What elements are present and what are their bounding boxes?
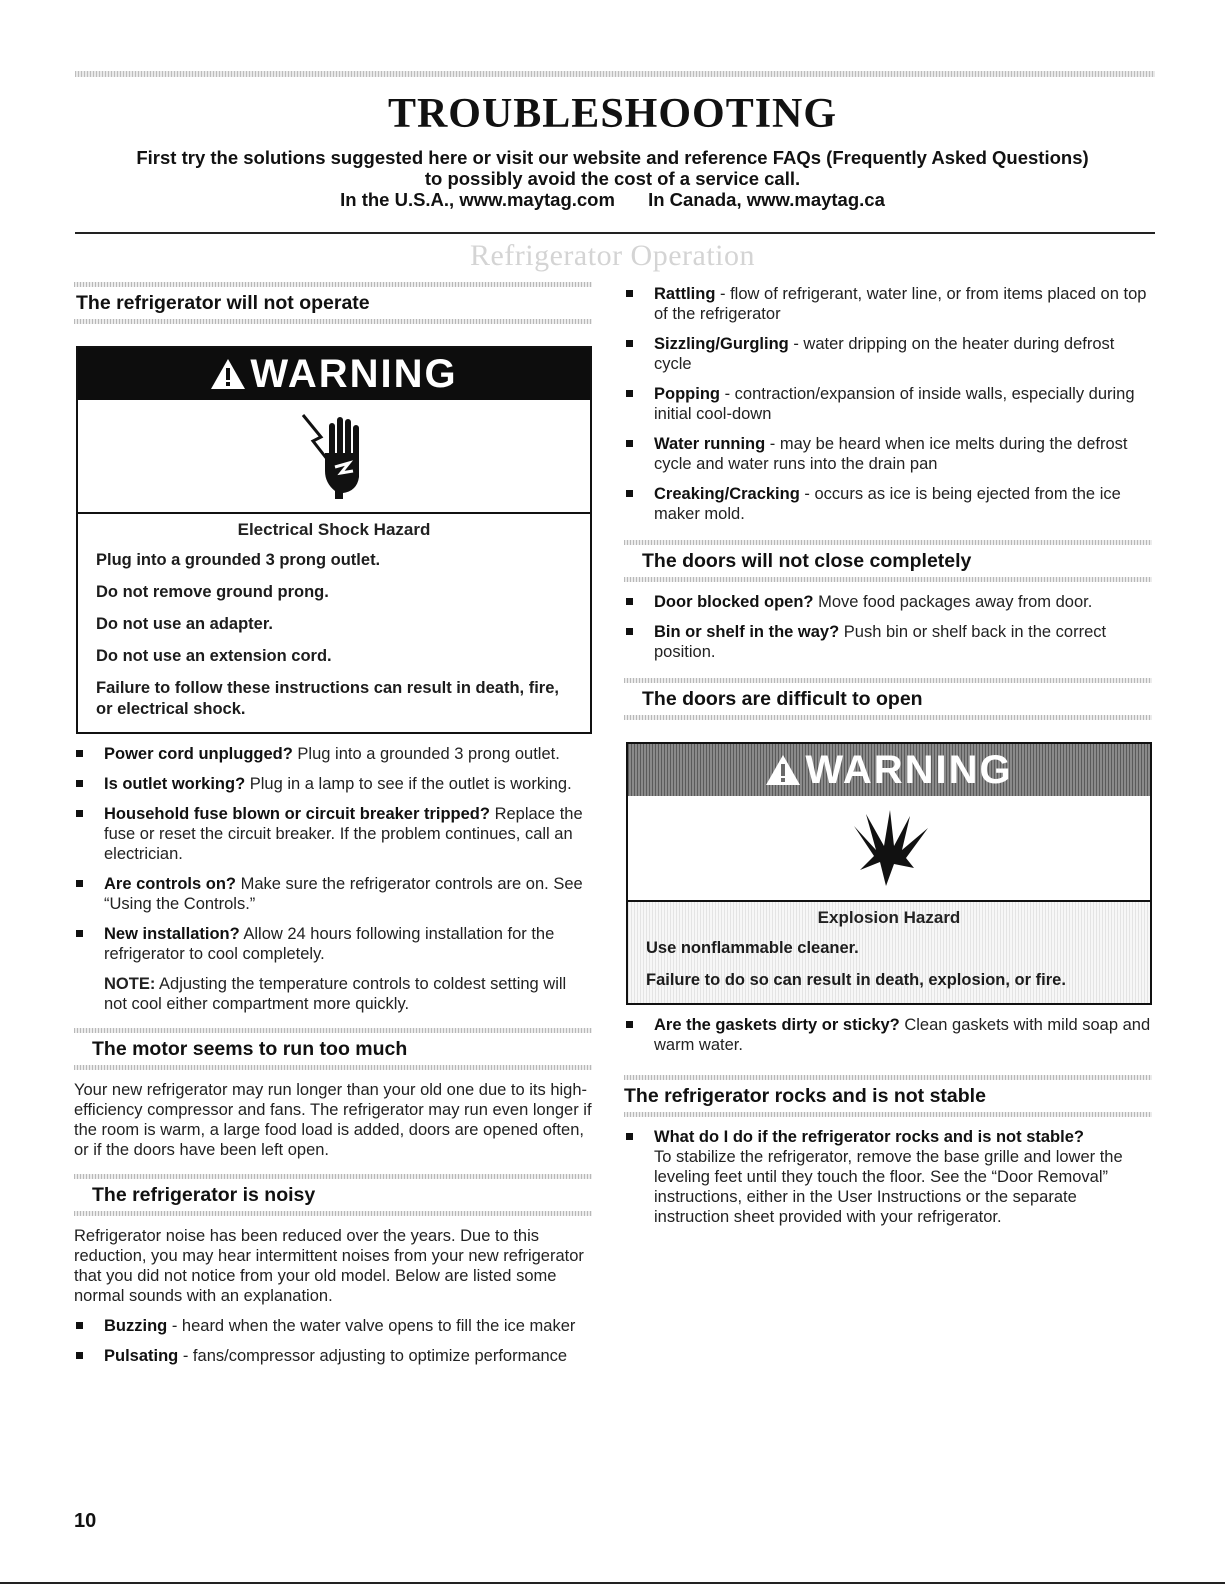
noise-list-right <box>624 284 1152 524</box>
noise-list-left <box>74 1316 592 1366</box>
intro-line-1: First try the solutions suggested here or visit our website and reference FAQs (Frequently Asked Questions) <box>136 147 1089 168</box>
list-item: Rattling - flow of refrigerant, water line, or from items placed on top of the refrigerator <box>624 284 1152 324</box>
rocks-list <box>624 1127 1152 1227</box>
list-item: Water running - may be heard when ice melts during the defrost cycle and water runs into the drain pan <box>624 434 1152 474</box>
warning-line: Do not use an extension cord. <box>96 647 332 665</box>
canada-website: In Canada, www.maytag.ca <box>648 189 885 210</box>
motor-text: Your new refrigerator may run longer than your old one due to its high-efficiency compressor and fans. The refrigerator may run even longer if the room is warm, a large food load is added, doors are opened often, or if the doors have been left open. <box>74 1081 592 1159</box>
bullet-square-icon <box>626 340 633 347</box>
list-item: Pulsating - fans/compressor adjusting to optimize performance <box>74 1346 592 1366</box>
list-item: Is outlet working? Plug in a lamp to see if the outlet is working. <box>74 774 592 794</box>
warning-body <box>628 902 1150 1003</box>
warning-line: Do not remove ground prong. <box>96 583 329 601</box>
explosion-icon <box>844 806 934 890</box>
warning-line: Do not use an adapter. <box>96 615 273 633</box>
bottom-edge-rule <box>0 1582 1225 1584</box>
list-item: Popping - contraction/expansion of inside walls, especially during initial cool-down <box>624 384 1152 424</box>
page-title: TROUBLESHOOTING <box>387 91 838 137</box>
list-item: Buzzing - heard when the water valve opens to fill the ice maker <box>74 1316 592 1336</box>
bullet-square-icon <box>626 598 633 605</box>
left-column <box>74 282 592 1366</box>
warning-label: WARNING <box>250 351 458 396</box>
list-item: Are controls on? Make sure the refrigerator controls are on. See “Using the Controls.” <box>74 874 592 914</box>
list-item: Are the gaskets dirty or sticky? Clean gaskets with mild soap and warm water. <box>624 1015 1152 1055</box>
warning-triangle-icon <box>765 754 801 786</box>
hazard-type: Explosion Hazard <box>817 908 961 927</box>
us-website: In the U.S.A., www.maytag.com <box>340 189 615 210</box>
subhead-rule <box>624 715 1152 720</box>
bullet-square-icon <box>626 290 633 297</box>
section-title: Refrigerator Operation <box>469 239 756 272</box>
bullet-square-icon <box>76 1352 83 1359</box>
heading-noisy: The refrigerator is noisy <box>92 1184 316 1206</box>
subhead-rule <box>74 319 592 324</box>
warning-label: WARNING <box>805 747 1013 792</box>
doors-close-list <box>624 592 1152 662</box>
doors-open-list <box>624 1015 1152 1055</box>
warning-pictogram <box>78 400 590 514</box>
intro-line-2: to possibly avoid the cost of a service call. <box>424 168 801 189</box>
noisy-text: Refrigerator noise has been reduced over the years. Due to this reduction, you may hear intermittent noises from your new refrigerator that you did not notice from your old model. Below are listed some normal sounds with an explanation. <box>74 1227 584 1305</box>
intro-websites <box>80 189 1145 210</box>
heading-doors-close: The doors will not close completely <box>642 550 972 572</box>
bullet-square-icon <box>76 880 83 887</box>
heading-motor: The motor seems to run too much <box>92 1038 408 1060</box>
list-item: Bin or shelf in the way? Push bin or shelf back in the correct position. <box>624 622 1152 662</box>
warning-box-electrical <box>76 346 592 734</box>
bullet-square-icon <box>626 440 633 447</box>
bullet-square-icon <box>76 780 83 787</box>
subhead-rule <box>74 1065 592 1070</box>
warning-line: Plug into a grounded 3 prong outlet. <box>96 551 381 569</box>
subhead-rule <box>624 1112 1152 1117</box>
list-item: Door blocked open? Move food packages away from door. <box>624 592 1152 612</box>
list-item: Household fuse blown or circuit breaker tripped? Replace the fuse or reset the circuit breaker. If the problem continues, call an electrician. <box>74 804 592 864</box>
warning-line: Use nonflammable cleaner. <box>646 939 859 957</box>
warning-line: Failure to do so can result in death, explosion, or fire. <box>646 971 1066 989</box>
warning-header <box>628 744 1150 796</box>
subhead-rule <box>624 577 1152 582</box>
heading-rocks: The refrigerator rocks and is not stable <box>624 1085 986 1107</box>
bullet-square-icon <box>626 1021 633 1028</box>
intro-text <box>80 147 1145 210</box>
warning-header <box>78 348 590 400</box>
bullet-square-icon <box>626 628 633 635</box>
top-shaded-rule <box>75 71 1155 77</box>
bullet-square-icon <box>626 1133 633 1140</box>
list-item: What do I do if the refrigerator rocks and is not stable? To stabilize the refrigerator, remove the base grille and lower the leveling feet until they touch the floor. See the “Door Removal” instructions, either in the User Instructions or the separate instruction sheet provided with your refrigerator. <box>624 1127 1152 1227</box>
bullet-square-icon <box>76 1322 83 1329</box>
electric-shock-hand-icon <box>299 411 369 501</box>
list-item: Creaking/Cracking - occurs as ice is being ejected from the ice maker mold. <box>624 484 1152 524</box>
warning-line: Failure to follow these instructions can result in death, fire, or electrical shock. <box>96 679 559 718</box>
list-item: Power cord unplugged? Plug into a grounded 3 prong outlet. <box>74 744 592 764</box>
bullet-square-icon <box>76 810 83 817</box>
bullet-square-icon <box>76 930 83 937</box>
hazard-type: Electrical Shock Hazard <box>237 520 431 539</box>
list-item: Sizzling/Gurgling - water dripping on the heater during defrost cycle <box>624 334 1152 374</box>
bullet-square-icon <box>626 390 633 397</box>
warning-body <box>78 514 590 732</box>
warning-triangle-icon <box>210 358 246 390</box>
list-item: New installation? Allow 24 hours following installation for the refrigerator to cool completely. <box>74 924 592 964</box>
temperature-note: NOTE: Adjusting the temperature controls to coldest setting will not cool either compartment more quickly. <box>104 975 567 1013</box>
right-column <box>624 280 1152 1227</box>
bullet-square-icon <box>626 490 633 497</box>
header-divider <box>75 232 1155 234</box>
operate-checklist <box>74 744 592 964</box>
warning-box-explosion <box>626 742 1152 1005</box>
warning-pictogram <box>628 796 1150 902</box>
heading-will-not-operate: The refrigerator will not operate <box>76 292 370 314</box>
heading-doors-open: The doors are difficult to open <box>642 688 923 710</box>
page-number: 10 <box>74 1510 97 1532</box>
subhead-rule <box>74 1211 592 1216</box>
bullet-square-icon <box>76 750 83 757</box>
